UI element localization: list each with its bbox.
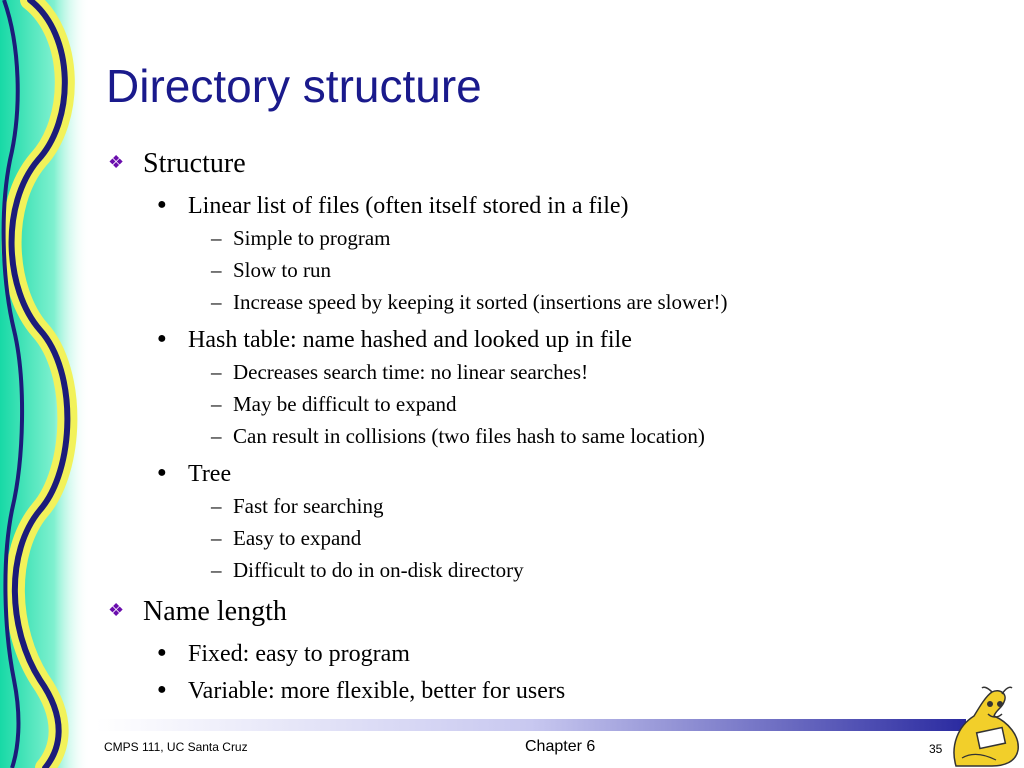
dash-icon: –	[211, 494, 222, 518]
sub-bullet-easy-to-expand	[211, 526, 362, 550]
footer-chapter-label: Chapter 6	[525, 738, 596, 755]
bullet-text: Variable: more flexible, better for users	[188, 678, 566, 704]
dash-icon: –	[211, 290, 222, 314]
bullet-linear-list	[157, 193, 629, 219]
sub-bullet-fast-for-searching	[211, 494, 384, 518]
footer-course-label: CMPS 111, UC Santa Cruz	[104, 740, 248, 754]
bullet-text: Structure	[143, 148, 246, 179]
bullet-tree	[157, 461, 232, 487]
page-number: 35	[929, 742, 943, 756]
bullet-text: Linear list of files (often itself stored in a file)	[188, 193, 629, 219]
diamond-ornament-icon: ❖	[108, 152, 125, 172]
bullet-text: Difficult to do in on-disk directory	[233, 558, 524, 582]
dot-icon: ●	[157, 196, 167, 213]
bullet-text: Hash table: name hashed and looked up in file	[188, 327, 632, 353]
sub-bullet-increase-speed	[211, 290, 728, 314]
bullet-hash-table	[157, 327, 632, 353]
dash-icon: –	[211, 360, 222, 384]
bullet-text: Fast for searching	[233, 494, 384, 518]
slide-title: Directory structure	[106, 60, 482, 112]
dash-icon: –	[211, 258, 222, 282]
sub-bullet-on-disk-directory	[211, 558, 524, 582]
bullet-text: May be difficult to expand	[233, 392, 457, 416]
sub-bullet-difficult-to-expand	[211, 392, 457, 416]
bullet-text: Slow to run	[233, 258, 332, 282]
sub-bullet-decreases-search-time	[211, 360, 589, 384]
decorative-wave-border	[0, 0, 100, 768]
bullet-structure	[108, 148, 246, 179]
bullet-text: Decreases search time: no linear searches!	[233, 360, 589, 384]
bullet-text: Can result in collisions (two files hash to same location)	[233, 424, 705, 448]
diamond-ornament-icon: ❖	[108, 600, 125, 620]
bullet-text: Simple to program	[233, 226, 391, 250]
dot-icon: ●	[157, 644, 167, 661]
bullet-name-length	[108, 596, 287, 627]
dash-icon: –	[211, 424, 222, 448]
footer-gradient-rule	[96, 719, 966, 731]
sub-bullet-slow-to-run	[211, 258, 332, 282]
bullet-text: Tree	[188, 461, 232, 487]
bullet-text: Name length	[143, 596, 287, 627]
dot-icon: ●	[157, 681, 167, 698]
bullet-variable	[157, 678, 566, 704]
banana-slug-mascot-icon	[948, 686, 1024, 768]
dot-icon: ●	[157, 464, 167, 481]
bullet-text: Easy to expand	[233, 526, 362, 550]
bullet-text: Increase speed by keeping it sorted (insertions are slower!)	[233, 290, 728, 314]
bullet-text: Fixed: easy to program	[188, 641, 410, 667]
sub-bullet-collisions	[211, 424, 705, 448]
dash-icon: –	[211, 392, 222, 416]
dash-icon: –	[211, 558, 222, 582]
sub-bullet-simple-to-program	[211, 226, 391, 250]
dot-icon: ●	[157, 330, 167, 347]
dash-icon: –	[211, 226, 222, 250]
dash-icon: –	[211, 526, 222, 550]
bullet-fixed	[157, 641, 410, 667]
